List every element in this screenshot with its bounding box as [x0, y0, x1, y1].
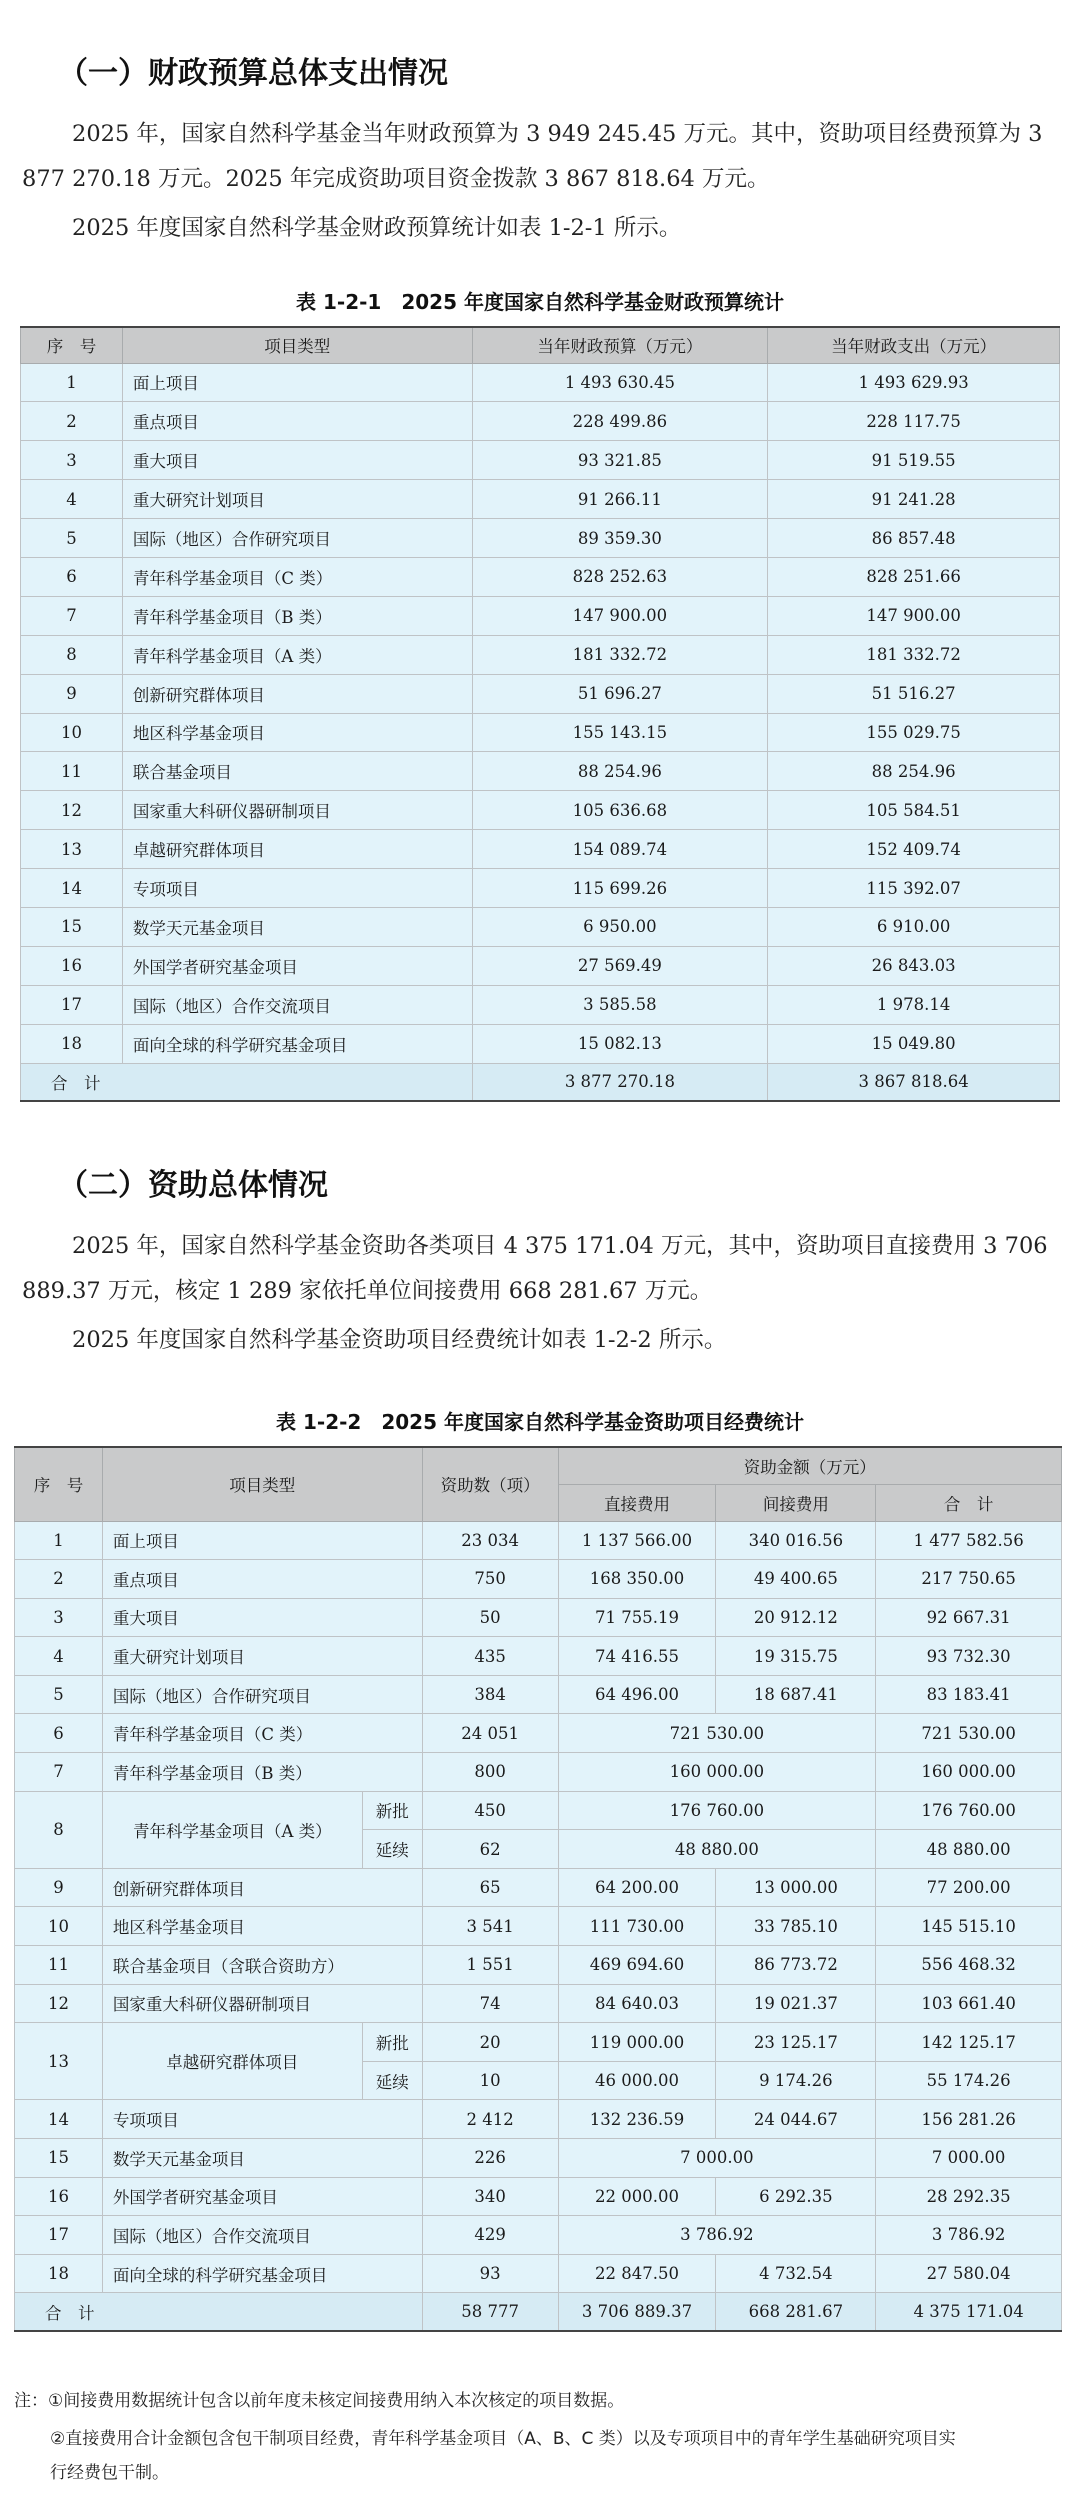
table1-cell-type: 卓越研究群体项目 [122, 830, 472, 869]
table1-total-label: 合 计 [21, 1063, 473, 1101]
table2-cell-indirect: 13 000.00 [716, 1868, 876, 1907]
table2-row [15, 2100, 1062, 2139]
table2-cell-indirect: 24 044.67 [716, 2100, 876, 2139]
table2-cell-total: 3 786.92 [876, 2216, 1062, 2255]
table2-cell-direct: 64 496.00 [558, 1675, 716, 1714]
table2-cell-no: 15 [15, 2139, 103, 2178]
table1-cell-expense: 1 493 629.93 [768, 363, 1060, 402]
table2-cell-sublabel: 新批 [362, 1791, 422, 1830]
table2-cell-type: 青年科学基金项目（A 类） [102, 1791, 362, 1868]
table1-cell-no: 1 [21, 363, 123, 402]
table1-cell-budget: 154 089.74 [472, 830, 768, 869]
table2-cell-count: 74 [422, 1984, 558, 2023]
table1-cell-expense: 147 900.00 [768, 596, 1060, 635]
table2-cell-count: 23 034 [422, 1521, 558, 1560]
table1-cell-budget: 15 082.13 [472, 1024, 768, 1063]
table2-row [15, 1637, 1062, 1676]
table2-row [15, 1753, 1062, 1792]
table2-cell-total: 28 292.35 [876, 2177, 1062, 2216]
table1-cell-type: 青年科学基金项目（B 类） [122, 596, 472, 635]
table1-cell-no: 10 [21, 713, 123, 752]
note-3: 行经费包干制。 [50, 2463, 169, 2483]
table-funding [14, 1446, 1062, 2332]
table2-cell-total: 55 174.26 [876, 2061, 1062, 2100]
table2-header-direct: 直接费用 [558, 1484, 716, 1521]
table2-cell-total: 93 732.30 [876, 1637, 1062, 1676]
table1-cell-budget: 88 254.96 [472, 752, 768, 791]
table2-cell-count: 429 [422, 2216, 558, 2255]
table1-row [21, 869, 1060, 908]
table2-cell-merged-amount: 48 880.00 [558, 1830, 876, 1869]
table2-row [15, 1868, 1062, 1907]
table1-cell-no: 14 [21, 869, 123, 908]
table1-cell-no: 5 [21, 519, 123, 558]
section1-paragraph-2: 2025 年度国家自然科学基金财政预算统计如表 1-2-1 所示。 [72, 215, 682, 241]
table2-row [15, 1598, 1062, 1637]
table1-row [21, 752, 1060, 791]
table2-cell-count: 20 [422, 2023, 558, 2062]
table2-cell-indirect: 19 021.37 [716, 1984, 876, 2023]
table1-cell-expense: 91 241.28 [768, 480, 1060, 519]
table2-cell-no: 8 [15, 1791, 103, 1868]
table1-header-no: 序 号 [21, 327, 123, 363]
section2-paragraph-2: 2025 年度国家自然科学基金资助项目经费统计如表 1-2-2 所示。 [72, 1327, 727, 1353]
table1-total-budget: 3 877 270.18 [472, 1063, 768, 1101]
section-title-2: （二）资助总体情况 [58, 1168, 328, 1203]
table1-row [21, 480, 1060, 519]
table2-cell-count: 750 [422, 1560, 558, 1599]
table2-cell-type: 重点项目 [102, 1560, 422, 1599]
table1-cell-type: 外国学者研究基金项目 [122, 946, 472, 985]
table1-cell-no: 8 [21, 635, 123, 674]
table2-cell-direct: 469 694.60 [558, 1946, 716, 1985]
table2-cell-count: 50 [422, 1598, 558, 1637]
table1-cell-budget: 89 359.30 [472, 519, 768, 558]
table1-cell-budget: 27 569.49 [472, 946, 768, 985]
table2-cell-total: 1 477 582.56 [876, 1521, 1062, 1560]
note-1: 注：①间接费用数据统计包含以前年度未核定间接费用纳入本次核定的项目数据。 [14, 2391, 625, 2411]
table2-total-row [15, 2293, 1062, 2332]
table2-total-total: 4 375 171.04 [876, 2293, 1062, 2332]
table2-cell-direct: 64 200.00 [558, 1868, 716, 1907]
table2-row [15, 1521, 1062, 1560]
table2-cell-total: 160 000.00 [876, 1753, 1062, 1792]
table1-row [21, 557, 1060, 596]
table2-cell-count: 3 541 [422, 1907, 558, 1946]
table2-cell-merged-amount: 7 000.00 [558, 2139, 876, 2178]
table2-row [15, 1560, 1062, 1599]
table2-header-count: 资助数（项） [422, 1447, 558, 1521]
table2-cell-count: 65 [422, 1868, 558, 1907]
table2-cell-direct: 132 236.59 [558, 2100, 716, 2139]
table2-cell-type: 青年科学基金项目（C 类） [102, 1714, 422, 1753]
table2-row [15, 1714, 1062, 1753]
table2-cell-count: 435 [422, 1637, 558, 1676]
table2-cell-type: 数学天元基金项目 [102, 2139, 422, 2178]
table2-cell-total: 77 200.00 [876, 1868, 1062, 1907]
table1-cell-expense: 1 978.14 [768, 985, 1060, 1024]
table1-cell-no: 16 [21, 946, 123, 985]
table1-row [21, 635, 1060, 674]
table2-cell-direct: 74 416.55 [558, 1637, 716, 1676]
table1-header-expense: 当年财政支出（万元） [768, 327, 1060, 363]
table2-cell-type: 国家重大科研仪器研制项目 [102, 1984, 422, 2023]
table1-cell-expense: 105 584.51 [768, 791, 1060, 830]
table1-row [21, 713, 1060, 752]
table1-caption: 表 1-2-1 2025 年度国家自然科学基金财政预算统计 [296, 290, 784, 314]
table1-cell-type: 数学天元基金项目 [122, 907, 472, 946]
table2-cell-total: 103 661.40 [876, 1984, 1062, 2023]
table2-cell-indirect: 86 773.72 [716, 1946, 876, 1985]
note-2: ②直接费用合计金额包含包干制项目经费，青年科学基金项目（A、B、C 类）以及专项项目中的青年学生基础研究项目实 [50, 2429, 956, 2449]
table1-row [21, 402, 1060, 441]
table1-cell-type: 联合基金项目 [122, 752, 472, 791]
table1-cell-type: 专项项目 [122, 869, 472, 908]
table2-cell-direct: 22 000.00 [558, 2177, 716, 2216]
table1-cell-no: 12 [21, 791, 123, 830]
table2-cell-indirect: 20 912.12 [716, 1598, 876, 1637]
table2-cell-sublabel: 延续 [362, 1830, 422, 1869]
table2-cell-direct: 168 350.00 [558, 1560, 716, 1599]
table2-cell-type: 地区科学基金项目 [102, 1907, 422, 1946]
table2-row [15, 2216, 1062, 2255]
table2-row [15, 1907, 1062, 1946]
table1-row [21, 363, 1060, 402]
table2-cell-indirect: 18 687.41 [716, 1675, 876, 1714]
table2-cell-count: 1 551 [422, 1946, 558, 1985]
table2-row [15, 2023, 1062, 2062]
table-budget [20, 326, 1060, 1102]
table1-cell-expense: 91 519.55 [768, 441, 1060, 480]
table1-cell-type: 国际（地区）合作研究项目 [122, 519, 472, 558]
table2-cell-total: 83 183.41 [876, 1675, 1062, 1714]
table2-cell-sublabel: 延续 [362, 2061, 422, 2100]
table2-cell-direct: 1 137 566.00 [558, 1521, 716, 1560]
table2-cell-no: 3 [15, 1598, 103, 1637]
table2-cell-total: 7 000.00 [876, 2139, 1062, 2178]
table2-cell-no: 9 [15, 1868, 103, 1907]
table2-cell-indirect: 33 785.10 [716, 1907, 876, 1946]
table1-cell-type: 面上项目 [122, 363, 472, 402]
table1-cell-budget: 1 493 630.45 [472, 363, 768, 402]
table2-cell-count: 62 [422, 1830, 558, 1869]
table1-cell-budget: 93 321.85 [472, 441, 768, 480]
table2-cell-indirect: 340 016.56 [716, 1521, 876, 1560]
table2-cell-merged-amount: 721 530.00 [558, 1714, 876, 1753]
table1-cell-budget: 181 332.72 [472, 635, 768, 674]
table1-cell-no: 3 [21, 441, 123, 480]
table1-cell-type: 面向全球的科学研究基金项目 [122, 1024, 472, 1063]
table1-cell-type: 重大项目 [122, 441, 472, 480]
table1-cell-no: 11 [21, 752, 123, 791]
table2-cell-total: 92 667.31 [876, 1598, 1062, 1637]
table1-cell-expense: 152 409.74 [768, 830, 1060, 869]
table2-cell-total: 145 515.10 [876, 1907, 1062, 1946]
table1-cell-expense: 86 857.48 [768, 519, 1060, 558]
table2-cell-type: 专项项目 [102, 2100, 422, 2139]
table2-cell-count: 340 [422, 2177, 558, 2216]
table2-cell-total: 142 125.17 [876, 2023, 1062, 2062]
table1-cell-expense: 228 117.75 [768, 402, 1060, 441]
table1-cell-type: 国际（地区）合作交流项目 [122, 985, 472, 1024]
section-title-1: （一）财政预算总体支出情况 [58, 56, 448, 91]
table1-row [21, 907, 1060, 946]
table2-cell-indirect: 9 174.26 [716, 2061, 876, 2100]
table2-cell-type: 联合基金项目（含联合资助方） [102, 1946, 422, 1985]
table2-cell-total: 27 580.04 [876, 2254, 1062, 2293]
table1-cell-type: 青年科学基金项目（A 类） [122, 635, 472, 674]
table1-cell-type: 地区科学基金项目 [122, 713, 472, 752]
table1-row [21, 830, 1060, 869]
table2-cell-type: 重大研究计划项目 [102, 1637, 422, 1676]
table1-cell-budget: 3 585.58 [472, 985, 768, 1024]
table2-cell-count: 24 051 [422, 1714, 558, 1753]
table1-cell-no: 2 [21, 402, 123, 441]
table2-cell-indirect: 4 732.54 [716, 2254, 876, 2293]
table2-cell-no: 11 [15, 1946, 103, 1985]
table1-cell-type: 重点项目 [122, 402, 472, 441]
table2-cell-type: 面上项目 [102, 1521, 422, 1560]
table2-caption: 表 1-2-2 2025 年度国家自然科学基金资助项目经费统计 [276, 1410, 804, 1434]
table2-cell-total: 556 468.32 [876, 1946, 1062, 1985]
table1-cell-no: 18 [21, 1024, 123, 1063]
table2-row [15, 1791, 1062, 1830]
table2-cell-no: 10 [15, 1907, 103, 1946]
section1-paragraph-1: 2025 年，国家自然科学基金当年财政预算为 3 949 245.45 万元。其中，资助项目经费预算为 3 877 270.18 万元。2025 年完成资助项目资金拨款 3 867 818.64 万元。 [22, 121, 1043, 192]
table1-row [21, 1024, 1060, 1063]
table2-cell-total: 156 281.26 [876, 2100, 1062, 2139]
table2-cell-no: 4 [15, 1637, 103, 1676]
table1-row [21, 985, 1060, 1024]
table1-cell-expense: 15 049.80 [768, 1024, 1060, 1063]
table1-cell-budget: 51 696.27 [472, 674, 768, 713]
table2-cell-no: 12 [15, 1984, 103, 2023]
table2-cell-no: 14 [15, 2100, 103, 2139]
table1-header-type: 项目类型 [122, 327, 472, 363]
table2-cell-direct: 46 000.00 [558, 2061, 716, 2100]
table2-total-label: 合 计 [15, 2293, 423, 2332]
table1-cell-expense: 828 251.66 [768, 557, 1060, 596]
table1-cell-no: 4 [21, 480, 123, 519]
table2-total-indirect: 668 281.67 [716, 2293, 876, 2332]
table1-cell-type: 创新研究群体项目 [122, 674, 472, 713]
table2-cell-count: 10 [422, 2061, 558, 2100]
table1-header-budget: 当年财政预算（万元） [472, 327, 768, 363]
table2-cell-merged-amount: 176 760.00 [558, 1791, 876, 1830]
table2-cell-count: 2 412 [422, 2100, 558, 2139]
table2-cell-type: 重大项目 [102, 1598, 422, 1637]
table1-cell-expense: 115 392.07 [768, 869, 1060, 908]
table2-cell-no: 7 [15, 1753, 103, 1792]
table2-header-type: 项目类型 [102, 1447, 422, 1521]
table1-cell-no: 15 [21, 907, 123, 946]
table1-cell-type: 国家重大科研仪器研制项目 [122, 791, 472, 830]
table2-cell-no: 5 [15, 1675, 103, 1714]
table1-row [21, 441, 1060, 480]
table1-cell-budget: 91 266.11 [472, 480, 768, 519]
table1-cell-no: 7 [21, 596, 123, 635]
table2-cell-type: 卓越研究群体项目 [102, 2023, 362, 2100]
table1-cell-budget: 828 252.63 [472, 557, 768, 596]
table2-row [15, 2177, 1062, 2216]
table2-cell-direct: 84 640.03 [558, 1984, 716, 2023]
table2-cell-type: 青年科学基金项目（B 类） [102, 1753, 422, 1792]
table2-cell-type: 面向全球的科学研究基金项目 [102, 2254, 422, 2293]
table1-row [21, 946, 1060, 985]
table1-row [21, 519, 1060, 558]
table1-cell-type: 青年科学基金项目（C 类） [122, 557, 472, 596]
table2-row [15, 1984, 1062, 2023]
table2-header-no: 序 号 [15, 1447, 103, 1521]
table1-row [21, 674, 1060, 713]
table1-cell-no: 9 [21, 674, 123, 713]
table1-total-expense: 3 867 818.64 [768, 1063, 1060, 1101]
table2-cell-count: 450 [422, 1791, 558, 1830]
table1-cell-no: 17 [21, 985, 123, 1024]
table2-cell-total: 176 760.00 [876, 1791, 1062, 1830]
table1-cell-budget: 228 499.86 [472, 402, 768, 441]
table2-header-row-1 [15, 1447, 1062, 1484]
table2-row [15, 1946, 1062, 1985]
table2-cell-direct: 111 730.00 [558, 1907, 716, 1946]
table2-header-indirect: 间接费用 [716, 1484, 876, 1521]
table2-cell-no: 6 [15, 1714, 103, 1753]
table2-cell-count: 384 [422, 1675, 558, 1714]
table1-cell-budget: 155 143.15 [472, 713, 768, 752]
table2-cell-sublabel: 新批 [362, 2023, 422, 2062]
table2-cell-merged-amount: 3 786.92 [558, 2216, 876, 2255]
table1-total-row [21, 1063, 1060, 1101]
table1-cell-expense: 26 843.03 [768, 946, 1060, 985]
table1-cell-budget: 115 699.26 [472, 869, 768, 908]
table2-cell-count: 93 [422, 2254, 558, 2293]
table1-cell-budget: 147 900.00 [472, 596, 768, 635]
table2-cell-indirect: 49 400.65 [716, 1560, 876, 1599]
table2-cell-count: 226 [422, 2139, 558, 2178]
table2-cell-type: 国际（地区）合作交流项目 [102, 2216, 422, 2255]
table2-cell-direct: 119 000.00 [558, 2023, 716, 2062]
table2-cell-direct: 22 847.50 [558, 2254, 716, 2293]
table2-cell-type: 创新研究群体项目 [102, 1868, 422, 1907]
table2-cell-total: 721 530.00 [876, 1714, 1062, 1753]
table2-cell-no: 17 [15, 2216, 103, 2255]
section2-paragraph-1: 2025 年，国家自然科学基金资助各类项目 4 375 171.04 万元，其中，资助项目直接费用 3 706 889.37 万元，核定 1 289 家依托单位间接费用 668 281.67 万元。 [22, 1233, 1048, 1304]
table2-header-total: 合 计 [876, 1484, 1062, 1521]
table2-row [15, 2139, 1062, 2178]
table1-header-row [21, 327, 1060, 363]
table2-row [15, 2254, 1062, 2293]
table2-cell-merged-amount: 160 000.00 [558, 1753, 876, 1792]
table1-row [21, 596, 1060, 635]
table1-cell-budget: 6 950.00 [472, 907, 768, 946]
table2-cell-total: 48 880.00 [876, 1830, 1062, 1869]
table2-cell-no: 16 [15, 2177, 103, 2216]
table2-cell-no: 18 [15, 2254, 103, 2293]
table1-cell-expense: 51 516.27 [768, 674, 1060, 713]
table2-row [15, 1675, 1062, 1714]
table2-cell-count: 800 [422, 1753, 558, 1792]
table2-cell-no: 13 [15, 2023, 103, 2100]
table1-cell-expense: 88 254.96 [768, 752, 1060, 791]
table2-cell-no: 2 [15, 1560, 103, 1599]
table1-cell-budget: 105 636.68 [472, 791, 768, 830]
table1-cell-no: 13 [21, 830, 123, 869]
table1-cell-no: 6 [21, 557, 123, 596]
table1-cell-expense: 155 029.75 [768, 713, 1060, 752]
table2-cell-indirect: 23 125.17 [716, 2023, 876, 2062]
table2-cell-indirect: 19 315.75 [716, 1637, 876, 1676]
table2-header-amount: 资助金额（万元） [558, 1447, 1061, 1484]
table2-total-count: 58 777 [422, 2293, 558, 2332]
table2-cell-indirect: 6 292.35 [716, 2177, 876, 2216]
table2-cell-direct: 71 755.19 [558, 1598, 716, 1637]
table2-cell-type: 国际（地区）合作研究项目 [102, 1675, 422, 1714]
table2-cell-total: 217 750.65 [876, 1560, 1062, 1599]
table1-cell-expense: 181 332.72 [768, 635, 1060, 674]
table2-cell-type: 外国学者研究基金项目 [102, 2177, 422, 2216]
table1-row [21, 791, 1060, 830]
table1-cell-type: 重大研究计划项目 [122, 480, 472, 519]
table1-cell-expense: 6 910.00 [768, 907, 1060, 946]
table2-total-direct: 3 706 889.37 [558, 2293, 716, 2332]
table2-cell-no: 1 [15, 1521, 103, 1560]
